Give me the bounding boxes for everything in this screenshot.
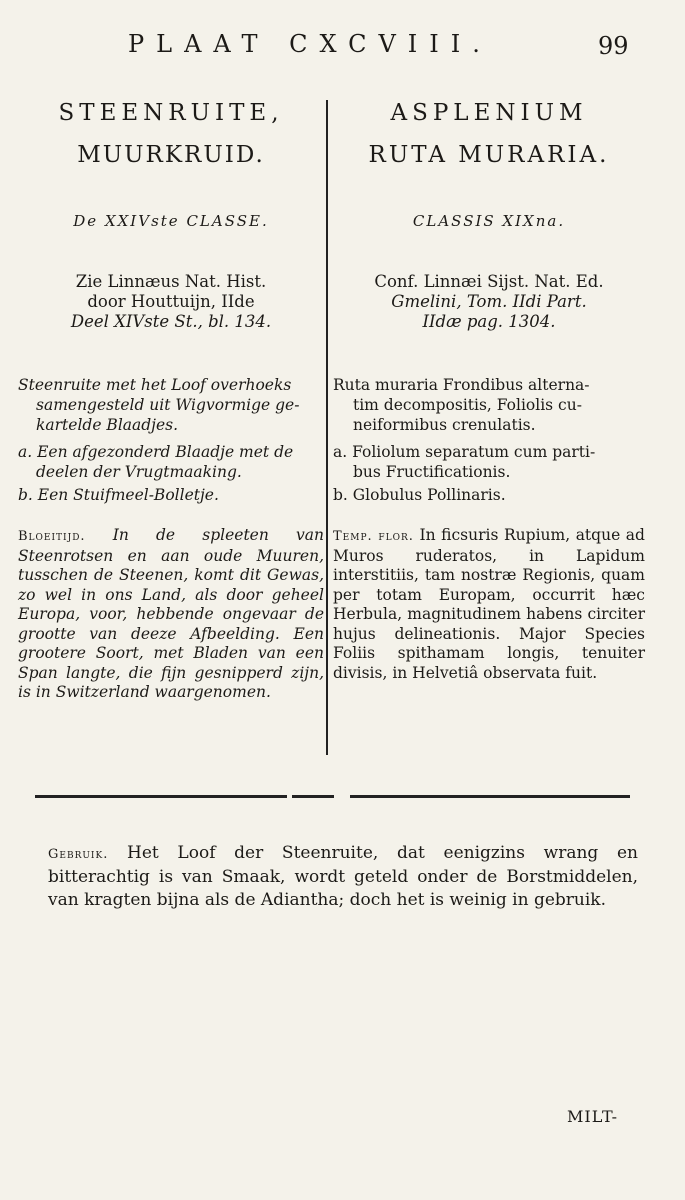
- left-description-line-3: kartelde Blaadjes.: [36, 416, 179, 434]
- left-flowering-label: Bloeitijd.: [18, 529, 86, 544]
- left-item-a: a. Een afgezonderd Blaadje met de: [18, 443, 294, 461]
- left-title-line-2: MUURKRUID.: [77, 142, 265, 168]
- left-description-line-2: samengesteld uit Wigvormige ge-: [36, 396, 300, 414]
- right-reference-2: Gmelini, Tom. IIdi Part.: [391, 292, 587, 311]
- left-item-b: b. Een Stuifmeel-Bolletje.: [18, 486, 219, 504]
- right-item-a: a. Foliolum separatum cum parti-: [333, 443, 596, 461]
- usage-text: Het Loof der Steenruite, dat eenigzins wrang en bitterachtig is van Smaak, wordt geteld onder de Borstmiddelen, van kragten bijna als de Adiantha; doch het is weinig in gebruik.: [48, 843, 638, 910]
- horizontal-rule-right: [350, 795, 630, 798]
- right-description-line-1: Ruta muraria Frondibus alterna-: [333, 376, 590, 394]
- right-class-label: CLASSIS XIXna.: [412, 212, 566, 230]
- left-reference-1: Zie Linnæus Nat. Hist.: [75, 272, 267, 291]
- left-title-line-1: STEENRUITE,: [58, 100, 284, 126]
- right-item-a-cont: bus Fructificationis.: [353, 463, 511, 481]
- left-item-a-cont: deelen der Vrugtmaaking.: [36, 463, 242, 481]
- right-description-line-2: tim decompositis, Foliolis cu-: [353, 396, 582, 414]
- horizontal-rule-left: [35, 795, 287, 798]
- right-title-line-1: ASPLENIUM: [390, 100, 588, 126]
- left-flowering-text: In de spleeten van Steenrotsen en aan oude Muuren, tusschen de Steenen, komt dit Gewas, zo wel in ons Land, als door geheel Europa, voor, hebbende ongevaar de grootte van deeze Afbeelding. Een grootere Soort, met Bladen van een Span langte, die fijn gesnipperd zijn, is in Switzerland waargenomen.: [18, 526, 324, 701]
- usage-paragraph: [48, 842, 638, 912]
- left-description-line-1: Steenruite met het Loof overhoeks: [18, 376, 292, 394]
- right-description-line-3: neiformibus crenulatis.: [353, 416, 536, 434]
- page-number: 99: [598, 32, 629, 60]
- left-reference-2: door Houttuijn, IIde: [87, 292, 255, 311]
- right-reference-3: IIdæ pag. 1304.: [422, 312, 556, 331]
- catchword: MILT-: [567, 1107, 619, 1126]
- left-flowering-paragraph: [18, 526, 324, 703]
- plate-title: PLAAT CXCVIII.: [128, 30, 492, 58]
- right-reference-1: Conf. Linnæi Sijst. Nat. Ed.: [374, 272, 604, 291]
- horizontal-rule-middle: [292, 795, 334, 798]
- left-class-label: De XXIVste CLASSE.: [73, 212, 269, 230]
- right-item-b: b. Globulus Pollinaris.: [333, 486, 506, 504]
- right-title-line-2: RUTA MURARIA.: [368, 142, 610, 168]
- left-reference-3: Deel XIVste St., bl. 134.: [70, 312, 272, 331]
- right-flowering-paragraph: [333, 526, 645, 683]
- right-flowering-text: In ficsuris Rupium, atque ad Muros ruderatos, in Lapidum interstitiis, tam nostræ Regionis, quam per totam Europam, occurrit hæc Herbula, magnitudinem habens circiter hujus delineationis. Major Species Foliis spithamam longis, tenuiter divisis, in Helvetiâ observata fuit.: [333, 526, 645, 682]
- column-divider: [326, 100, 328, 755]
- right-flowering-label: Temp. flor.: [333, 529, 414, 544]
- usage-label: Gebruik.: [48, 847, 109, 862]
